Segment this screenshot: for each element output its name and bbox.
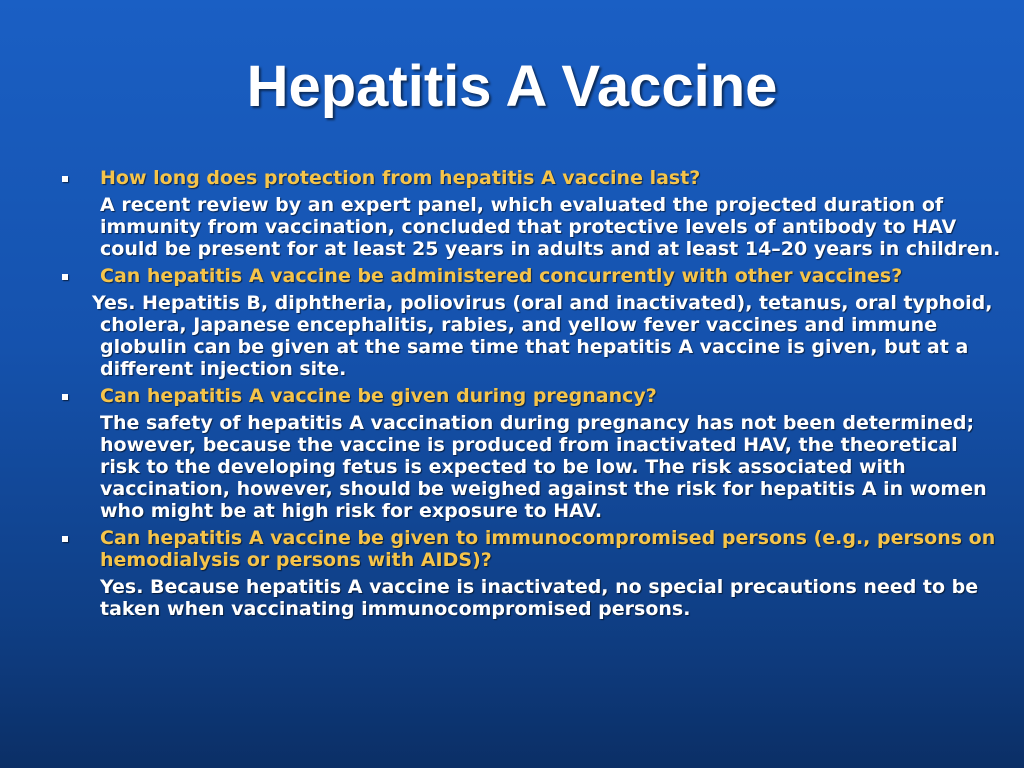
square-bullet-icon bbox=[62, 274, 68, 280]
question-protection-duration bbox=[62, 167, 1002, 189]
answer-immunocompromised: Yes. Because hepatitis A vaccine is inactivated, no special precautions need to be taken when vaccinating immunocompromised persons. bbox=[100, 576, 979, 620]
question-text: Can hepatitis A vaccine be administered concurrently with other vaccines? bbox=[100, 265, 903, 287]
qa-item-duration bbox=[62, 167, 1002, 260]
question-text: Can hepatitis A vaccine be given during pregnancy? bbox=[100, 385, 657, 407]
qa-item-pregnancy bbox=[62, 385, 1002, 522]
square-bullet-icon bbox=[62, 394, 68, 400]
slide-content bbox=[62, 164, 1002, 625]
answer-pregnancy: The safety of hepatitis A vaccination during pregnancy has not been determined; however, because the vaccine is produced from inactivated HAV, the theoretical risk to the developing fetus is expected to be low. The risk associated with vaccination, however, should be weighed against the risk for hepatitis A in women who might be at high risk for exposure to HAV. bbox=[100, 412, 987, 522]
answer-protection-duration: A recent review by an expert panel, which evaluated the projected duration of immunity from vaccination, concluded that protective levels of antibody to HAV could be present for at least 25 years in adults and at least 14–20 years in children. bbox=[100, 194, 1001, 260]
question-pregnancy bbox=[62, 385, 1002, 407]
answer-concurrent-vaccines: Yes. Hepatitis B, diphtheria, poliovirus (oral and inactivated), tetanus, oral typhoid, cholera, Japanese encephalitis, rabies, and yellow fever vaccines and immune globulin can be given at the same time that hepatitis A vaccine is given, but at a different injection site. bbox=[92, 292, 993, 380]
question-text: How long does protection from hepatitis A vaccine last? bbox=[100, 167, 701, 189]
question-concurrent-vaccines bbox=[62, 265, 1002, 287]
question-immunocompromised bbox=[62, 527, 1002, 571]
qa-item-immunocompromised bbox=[62, 527, 1002, 620]
square-bullet-icon bbox=[62, 176, 68, 182]
qa-item-concurrent bbox=[62, 265, 1002, 380]
question-text: Can hepatitis A vaccine be given to immunocompromised persons (e.g., persons on hemodialysis or persons with AIDS)? bbox=[100, 527, 996, 571]
slide-title: Hepatitis A Vaccine bbox=[246, 54, 778, 119]
square-bullet-icon bbox=[62, 536, 68, 542]
